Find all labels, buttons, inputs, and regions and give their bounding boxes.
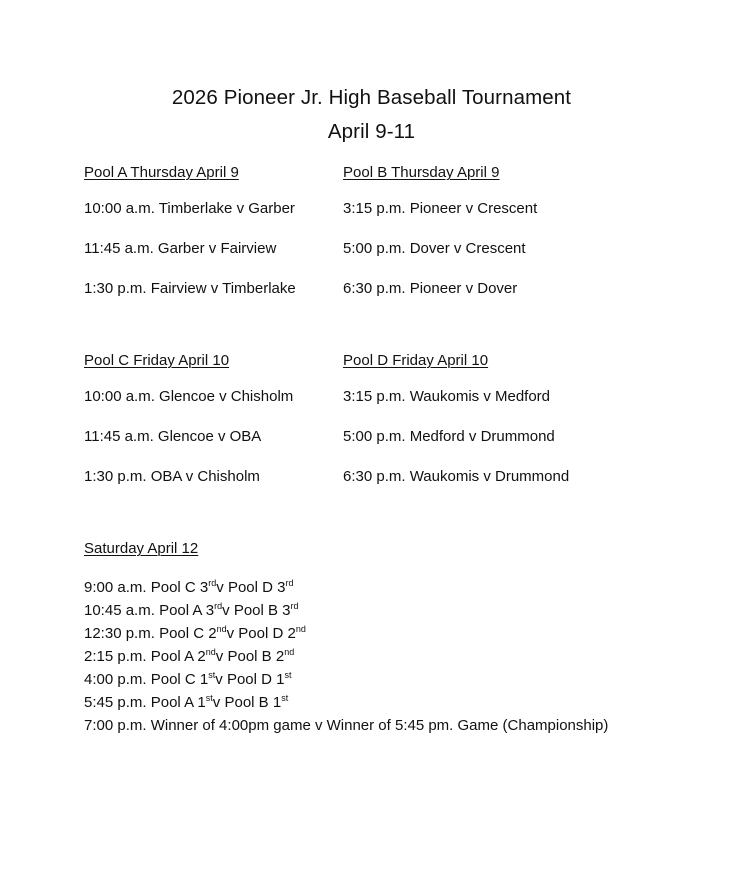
team-1: Pool C 1 bbox=[150, 671, 209, 688]
pool-b-game-2: 5:00 p.m. Dover v Crescent bbox=[343, 240, 526, 257]
versus: v bbox=[226, 625, 235, 642]
game-time: 9:00 a.m. bbox=[84, 579, 147, 596]
pool-a-heading: Pool A Thursday April 9 bbox=[84, 164, 239, 181]
game-time: 10:45 a.m. bbox=[84, 602, 155, 619]
team-2: Pool B 3 bbox=[233, 602, 291, 619]
pool-c-game-2: 11:45 a.m. Glencoe v OBA bbox=[84, 428, 262, 445]
pool-c-game-3: 1:30 p.m. OBA v Chisholm bbox=[84, 468, 260, 485]
team-2: Pool B 1 bbox=[224, 694, 282, 711]
ordinal-suffix: nd bbox=[205, 647, 216, 657]
pool-a-game-1: 10:00 a.m. Timberlake v Garber bbox=[84, 200, 295, 217]
ordinal-suffix: rd bbox=[290, 601, 299, 611]
saturday-heading: Saturday April 12 bbox=[84, 540, 199, 557]
versus: v bbox=[222, 602, 230, 619]
team-2: Pool D 3 bbox=[227, 579, 286, 596]
game-time: 4:00 p.m. bbox=[84, 671, 147, 688]
pool-d-game-3: 6:30 p.m. Waukomis v Drummond bbox=[343, 468, 570, 485]
team-1: Pool C 2 bbox=[159, 625, 217, 642]
ordinal-suffix: st bbox=[284, 670, 292, 680]
ordinal-suffix: st bbox=[205, 693, 213, 703]
saturday-game-6 bbox=[84, 691, 608, 714]
pool-b-game-3: 6:30 p.m. Pioneer v Dover bbox=[343, 280, 518, 297]
ordinal-suffix: nd bbox=[295, 624, 306, 634]
versus: v bbox=[215, 648, 224, 665]
team-2: Pool B 2 bbox=[227, 648, 285, 665]
saturday-game-2 bbox=[84, 599, 608, 622]
ordinal-suffix: nd bbox=[216, 624, 227, 634]
ordinal-suffix: rd bbox=[214, 601, 223, 611]
pool-b-game-1: 3:15 p.m. Pioneer v Crescent bbox=[343, 200, 538, 217]
pool-d-game-2: 5:00 p.m. Medford v Drummond bbox=[343, 428, 555, 445]
game-time: 2:15 p.m. bbox=[84, 648, 147, 665]
saturday-game-1 bbox=[84, 576, 608, 599]
game-time: 5:45 p.m. bbox=[84, 694, 147, 711]
pool-b-heading: Pool B Thursday April 9 bbox=[343, 164, 500, 181]
ordinal-suffix: rd bbox=[285, 578, 294, 588]
team-1: Pool C 3 bbox=[150, 579, 209, 596]
saturday-game-3 bbox=[84, 622, 608, 645]
saturday-game-5 bbox=[84, 668, 608, 691]
ordinal-suffix: st bbox=[281, 693, 289, 703]
team-2: Pool D 2 bbox=[238, 625, 296, 642]
pool-a-game-2: 11:45 a.m. Garber v Fairview bbox=[84, 240, 277, 257]
championship-game: 7:00 p.m. Winner of 4:00pm game v Winner of 5:45 pm. Game (Championship) bbox=[84, 717, 609, 734]
team-2: Pool D 1 bbox=[226, 671, 285, 688]
team-1: Pool A 2 bbox=[150, 648, 206, 665]
pool-a-game-3: 1:30 p.m. Fairview v Timberlake bbox=[84, 280, 296, 297]
versus: v bbox=[216, 579, 224, 596]
versus: v bbox=[212, 694, 221, 711]
tournament-title: 2026 Pioneer Jr. High Baseball Tournament bbox=[171, 86, 572, 109]
saturday-section bbox=[84, 540, 608, 737]
pool-d-game-1: 3:15 p.m. Waukomis v Medford bbox=[343, 388, 551, 405]
tournament-dates: April 9-11 bbox=[327, 120, 416, 143]
team-1: Pool A 1 bbox=[150, 694, 206, 711]
pool-d-heading: Pool D Friday April 10 bbox=[343, 352, 489, 369]
ordinal-suffix: st bbox=[208, 670, 216, 680]
ordinal-suffix: rd bbox=[208, 578, 217, 588]
pool-c-heading: Pool C Friday April 10 bbox=[84, 352, 230, 369]
team-1: Pool A 3 bbox=[159, 602, 215, 619]
versus: v bbox=[215, 671, 223, 688]
saturday-game-4 bbox=[84, 645, 608, 668]
pool-c-game-1: 10:00 a.m. Glencoe v Chisholm bbox=[84, 388, 294, 405]
game-time: 12:30 p.m. bbox=[84, 625, 155, 642]
ordinal-suffix: nd bbox=[284, 647, 295, 657]
